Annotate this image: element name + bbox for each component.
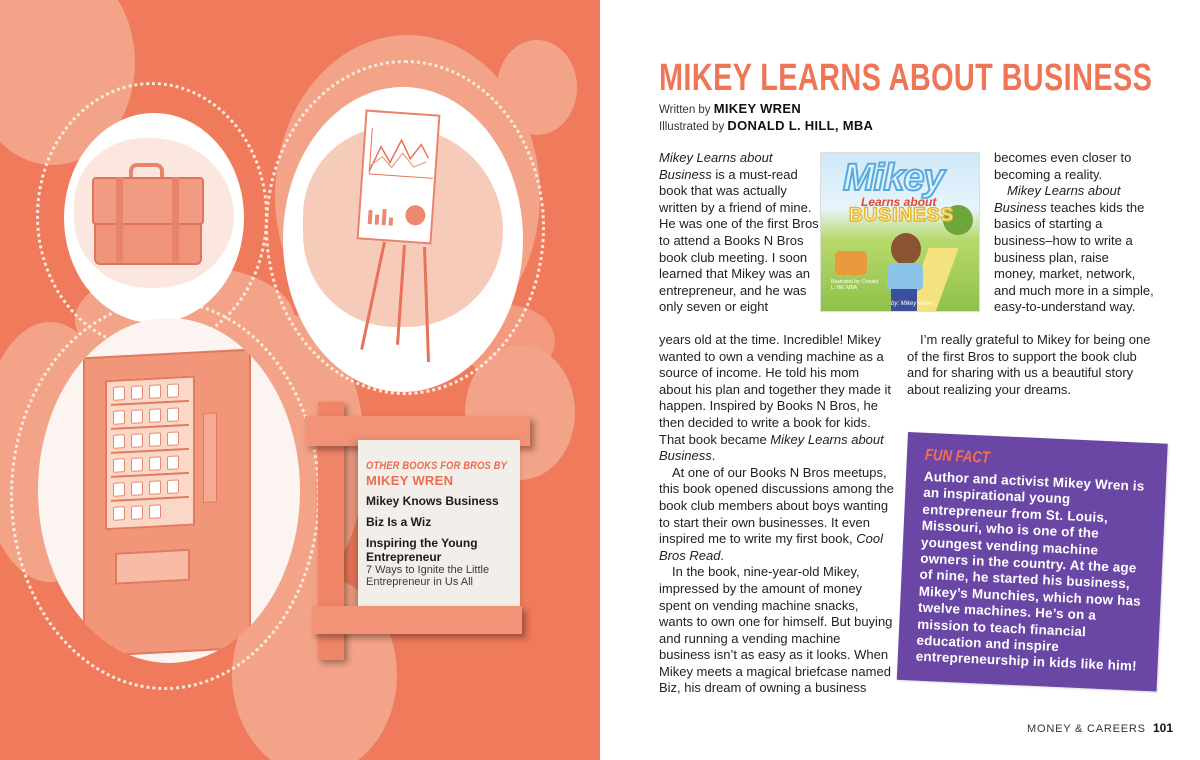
fun-fact-heading: FUN FACT xyxy=(924,446,991,467)
other-books-author: MIKEY WREN xyxy=(366,473,454,488)
book-title: Inspiring the Young Entrepreneur xyxy=(366,536,478,564)
vending-machine-circle xyxy=(38,318,300,663)
cover-subtitle: Learns about xyxy=(861,195,937,209)
section-label: MONEY & CAREERS xyxy=(1027,723,1146,735)
cover-boy xyxy=(891,233,921,265)
fun-fact-box xyxy=(897,432,1168,692)
cover-author: by: Mikey Wren xyxy=(891,301,933,307)
body-column-right-bottom: I’m really grateful to Mikey for being one of the first Bros to support the book club and for sharing with us a beautiful story about realizing your dreams. xyxy=(907,332,1151,397)
book-subtitle: 7 Ways to Ignite the Little Entrepreneur in Us All xyxy=(366,564,490,588)
cover-illustrator: Illustrated by: Donald L. Hill, MBA xyxy=(831,279,878,291)
body-column-left-top: Mikey Learns about Business is a must-read book that was actually written by a friend of mine. He was one of the first Bros to attend a Books N Bros book club meeting. I soon learned that Mikey was an entrepreneur, and he was only seven or eight xyxy=(659,150,819,315)
cover-briefcase xyxy=(835,251,867,275)
book-cover-image xyxy=(820,152,980,312)
sign-plank-bottom xyxy=(312,606,522,634)
other-books-heading: OTHER BOOKS FOR BROS BY xyxy=(366,460,508,472)
fun-fact-text: Author and activist Mikey Wren is an inspirational young entrepreneur from St. Louis, Missouri, who is one of the youngest vending machine owners in the country. At the age of nine, he started his business, Mikey’s Munchies, which now has twelve machines. He’s on a mission to teach financial education and inspire entrepreneurship in kids like him! xyxy=(915,468,1145,675)
other-books-card xyxy=(358,440,520,610)
author-name: MIKEY WREN xyxy=(713,101,802,116)
cover-title: Mikey xyxy=(843,157,944,199)
cover-business: BUSINESS xyxy=(849,205,955,226)
book-title: Mikey Knows Business xyxy=(366,494,499,508)
page-number: 101 xyxy=(1153,721,1174,735)
body-column-left-bottom: years old at the time. Incredible! Mikey wanted to own a vending machine as a source of income. He told his mom about his plan and together they made it happen. Inspired by Books N Bros, he then decided to write a book for kids. That book became Mikey Learns about Business. At one of our Books N Bros meetups, this book opened discussions among the book club members about boys wanting to start their own businesses. It even inspired me to write my first book, Cool Bros Read. In the book, nine-year-old Mikey, impressed by the amount of money spent on vending machine snacks, wants to own one for himself. But buying and running a vending machine business isn’t as easy as it looks. When Mikey meets a magical briefcase named Biz, his dream of owning a business xyxy=(659,332,894,696)
article-title: MIKEY LEARNS ABOUT BUSINESS xyxy=(659,57,1153,99)
briefcase-circle xyxy=(64,113,244,323)
illustrator-byline: Illustrated by DONALD L. HILL, MBA xyxy=(659,118,874,133)
body-column-right-top: becomes even closer to becoming a reality. Mikey Learns about Business teaches kids the basics of starting a business–how to write a business plan, raise money, market, network, and much more in a simple, easy-to-understand way. xyxy=(994,150,1154,315)
article-page xyxy=(600,0,1200,760)
book-title: Biz Is a Wiz xyxy=(366,515,432,529)
author-byline: Written by MIKEY WREN xyxy=(659,101,802,116)
illustrator-name: DONALD L. HILL, MBA xyxy=(727,118,874,133)
easel-circle xyxy=(283,87,523,392)
